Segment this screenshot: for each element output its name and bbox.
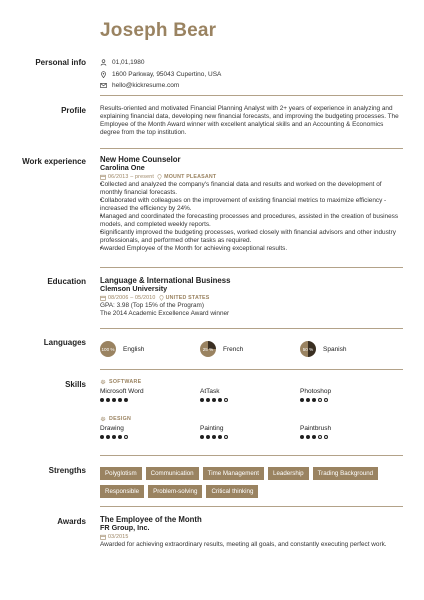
language-list bbox=[100, 341, 400, 357]
skill-dot-filled bbox=[124, 398, 128, 402]
skill-dot-filled bbox=[312, 398, 316, 402]
skill-dot-filled bbox=[200, 435, 204, 439]
gear-icon bbox=[100, 416, 106, 422]
skill-name: Drawing bbox=[100, 425, 124, 432]
language-level-circle bbox=[200, 341, 216, 357]
skill-dot-empty bbox=[318, 435, 322, 439]
award-text: Awarded for achieving extraordinary results, meeting all goals, and constantly executing perfect work. bbox=[100, 540, 387, 548]
job-bullet-text: • Awarded Employee of the Month for achieving exceptional results. bbox=[100, 245, 288, 253]
skill-item bbox=[100, 424, 200, 439]
awards-label: Awards bbox=[57, 517, 86, 526]
language-name: Spanish bbox=[323, 345, 347, 353]
skill-category bbox=[100, 379, 400, 385]
skill-dot-empty bbox=[324, 398, 328, 402]
skills-body bbox=[100, 379, 400, 439]
skill-dot-filled bbox=[312, 435, 316, 439]
job-bullet bbox=[100, 197, 400, 213]
skill-item bbox=[200, 424, 300, 439]
job-location bbox=[157, 173, 216, 181]
language-item bbox=[300, 341, 400, 357]
education-body bbox=[100, 276, 400, 318]
language-percent: 25 % bbox=[202, 346, 214, 352]
award-date: 03/2015 bbox=[108, 533, 129, 540]
skill-dot-filled bbox=[212, 435, 216, 439]
strength-tag: Critical thinking bbox=[206, 485, 258, 498]
education-label: Education bbox=[47, 277, 86, 286]
skill-dots bbox=[300, 398, 400, 402]
strengths-label: Strengths bbox=[48, 466, 86, 475]
skill-dot-filled bbox=[300, 398, 304, 402]
skill-dot-filled bbox=[106, 435, 110, 439]
job-bullets bbox=[100, 181, 400, 254]
skills-label: Skills bbox=[65, 380, 86, 389]
languages-body bbox=[100, 341, 400, 357]
skill-dot-filled bbox=[218, 435, 222, 439]
job-bullet-text: • Managed and coordinated the forecasting processes and procedures, assisted in the creation of business models, and completed weekly reports. bbox=[100, 212, 399, 228]
skill-name: Painting bbox=[200, 425, 224, 432]
strengths-body bbox=[100, 467, 400, 503]
job-location-text: MOUNT PLEASANT bbox=[164, 173, 217, 180]
divider bbox=[100, 506, 403, 507]
strength-tag: Problem-solving bbox=[148, 485, 202, 498]
address-row bbox=[100, 69, 400, 81]
languages-label: Languages bbox=[43, 338, 86, 347]
school-name: Clemson University bbox=[100, 284, 168, 293]
skill-item bbox=[100, 387, 200, 402]
skill-dots bbox=[200, 435, 300, 439]
strength-tag: Polyglotism bbox=[100, 467, 142, 480]
location-pin-icon bbox=[100, 71, 107, 78]
job-bullet bbox=[100, 181, 400, 197]
skill-name: Paintbrush bbox=[300, 425, 332, 432]
job-bullet bbox=[100, 229, 400, 245]
job-bullet bbox=[100, 213, 400, 229]
skill-dots bbox=[300, 435, 400, 439]
divider bbox=[100, 267, 403, 268]
education-dates: 08/2006 – 05/2010 bbox=[108, 294, 156, 301]
education-award-text: The 2014 Academic Excellence Award winner bbox=[100, 309, 230, 317]
job-title: New Home Counselor bbox=[100, 155, 181, 164]
gear-icon bbox=[100, 379, 106, 385]
skill-dot-filled bbox=[112, 398, 116, 402]
job-bullet-text: • Significantly improved the budgeting processes, worked closely with financial advisors and other industry professionals, and performed other tasks as required. bbox=[100, 229, 396, 245]
strength-tag: Leadership bbox=[268, 467, 309, 480]
skill-dot-filled bbox=[200, 398, 204, 402]
person-icon bbox=[100, 59, 107, 66]
location-pin-icon bbox=[157, 174, 162, 180]
address-text: 1600 Parkway, 95043 Cupertino, USA bbox=[112, 70, 222, 78]
company-name: Carolina One bbox=[100, 163, 145, 172]
skill-dot-empty bbox=[318, 398, 322, 402]
job-meta bbox=[100, 173, 400, 181]
calendar-icon bbox=[100, 534, 106, 540]
education-location bbox=[159, 294, 210, 302]
divider bbox=[100, 369, 403, 370]
skills-row bbox=[100, 387, 400, 402]
skill-dot-filled bbox=[206, 398, 210, 402]
gpa-text: GPA: 3.98 (Top 15% of the Program) bbox=[100, 301, 204, 309]
language-item bbox=[100, 341, 200, 357]
calendar-icon bbox=[100, 295, 106, 301]
profile-label: Profile bbox=[61, 106, 86, 115]
language-percent: 100 % bbox=[101, 346, 115, 352]
awards-body bbox=[100, 515, 400, 549]
profile-body bbox=[100, 105, 400, 137]
skill-dot-filled bbox=[118, 398, 122, 402]
birthdate-row bbox=[100, 57, 400, 69]
language-level-circle bbox=[100, 341, 116, 357]
skill-name: Photoshop bbox=[300, 388, 332, 395]
education-location-text: UNITED STATES bbox=[165, 294, 210, 301]
skill-dots bbox=[100, 435, 200, 439]
skills-row bbox=[100, 424, 400, 439]
work-experience-body bbox=[100, 155, 400, 253]
skill-dot-filled bbox=[212, 398, 216, 402]
skill-dot-empty bbox=[324, 435, 328, 439]
birthdate-text: 01,01,1980 bbox=[112, 59, 145, 67]
language-name: French bbox=[223, 345, 244, 353]
language-name: English bbox=[123, 345, 145, 353]
award-title: The Employee of the Month bbox=[100, 515, 202, 524]
skill-dot-filled bbox=[100, 435, 104, 439]
award-meta bbox=[100, 533, 400, 541]
strength-tag: Responsible bbox=[100, 485, 144, 498]
email-row bbox=[100, 80, 400, 92]
job-dates: 06/2013 – present bbox=[108, 173, 155, 180]
envelope-icon bbox=[100, 82, 107, 89]
strength-tag: Time Management bbox=[203, 467, 264, 480]
strength-tag: Trading Background bbox=[313, 467, 379, 480]
job-bullet-text: • Collected and analyzed the company's financial data and results and worked on the development of monthly financial forecasts. bbox=[100, 180, 382, 196]
divider bbox=[100, 455, 403, 456]
divider bbox=[100, 328, 403, 329]
language-level-circle bbox=[300, 341, 316, 357]
skill-dot-filled bbox=[100, 398, 104, 402]
skill-dot-filled bbox=[106, 398, 110, 402]
skill-name: AtTask bbox=[200, 388, 220, 395]
skill-dots bbox=[200, 398, 300, 402]
strength-tag: Communication bbox=[146, 467, 199, 480]
personal-info-body bbox=[100, 57, 400, 92]
skill-dot-empty bbox=[224, 398, 228, 402]
skill-dots bbox=[100, 398, 200, 402]
skill-dot-filled bbox=[206, 435, 210, 439]
skill-dot-filled bbox=[306, 398, 310, 402]
skill-dot-filled bbox=[118, 435, 122, 439]
skill-category-name: DESIGN bbox=[109, 416, 132, 422]
email-link[interactable]: hello@kickresume.com bbox=[112, 82, 180, 90]
skill-category bbox=[100, 416, 400, 422]
work-experience-label: Work experience bbox=[22, 157, 86, 166]
skill-dot-filled bbox=[300, 435, 304, 439]
language-item bbox=[200, 341, 300, 357]
skill-item bbox=[200, 387, 300, 402]
candidate-name: Joseph Bear bbox=[100, 20, 217, 41]
profile-text: Results-oriented and motivated Financial Planning Analyst with 2+ years of experience in analyzing and explaining financial data, developing new financial forecasts, and improving the budgeting processes. The Employee of the Month Award winner with excellent analytical skills and an Accounting & Economics degree from the top institution. bbox=[100, 105, 399, 137]
award-org: FR Group, Inc. bbox=[100, 523, 150, 532]
job-bullet-text: • Collaborated with colleagues on the improvement of existing financial metrics to maximize efficiency - increased the efficiency by 24%. bbox=[100, 196, 387, 212]
strength-tags bbox=[100, 467, 410, 503]
skill-dot-empty bbox=[224, 435, 228, 439]
skill-category-name: SOFTWARE bbox=[109, 379, 142, 385]
divider bbox=[100, 148, 403, 149]
degree-title: Language & International Business bbox=[100, 276, 231, 285]
location-pin-icon bbox=[159, 295, 164, 301]
skill-dot-filled bbox=[218, 398, 222, 402]
calendar-icon bbox=[100, 174, 106, 180]
skill-name: Microsoft Word bbox=[100, 388, 144, 395]
skill-dot-filled bbox=[112, 435, 116, 439]
language-percent: 50 % bbox=[302, 346, 314, 352]
skill-dot-filled bbox=[306, 435, 310, 439]
personal-info-label: Personal info bbox=[35, 58, 86, 67]
skill-item bbox=[300, 424, 400, 439]
skill-item bbox=[300, 387, 400, 402]
education-meta bbox=[100, 294, 400, 302]
divider bbox=[100, 95, 403, 96]
job-bullet bbox=[100, 245, 400, 253]
skill-dot-empty bbox=[124, 435, 128, 439]
